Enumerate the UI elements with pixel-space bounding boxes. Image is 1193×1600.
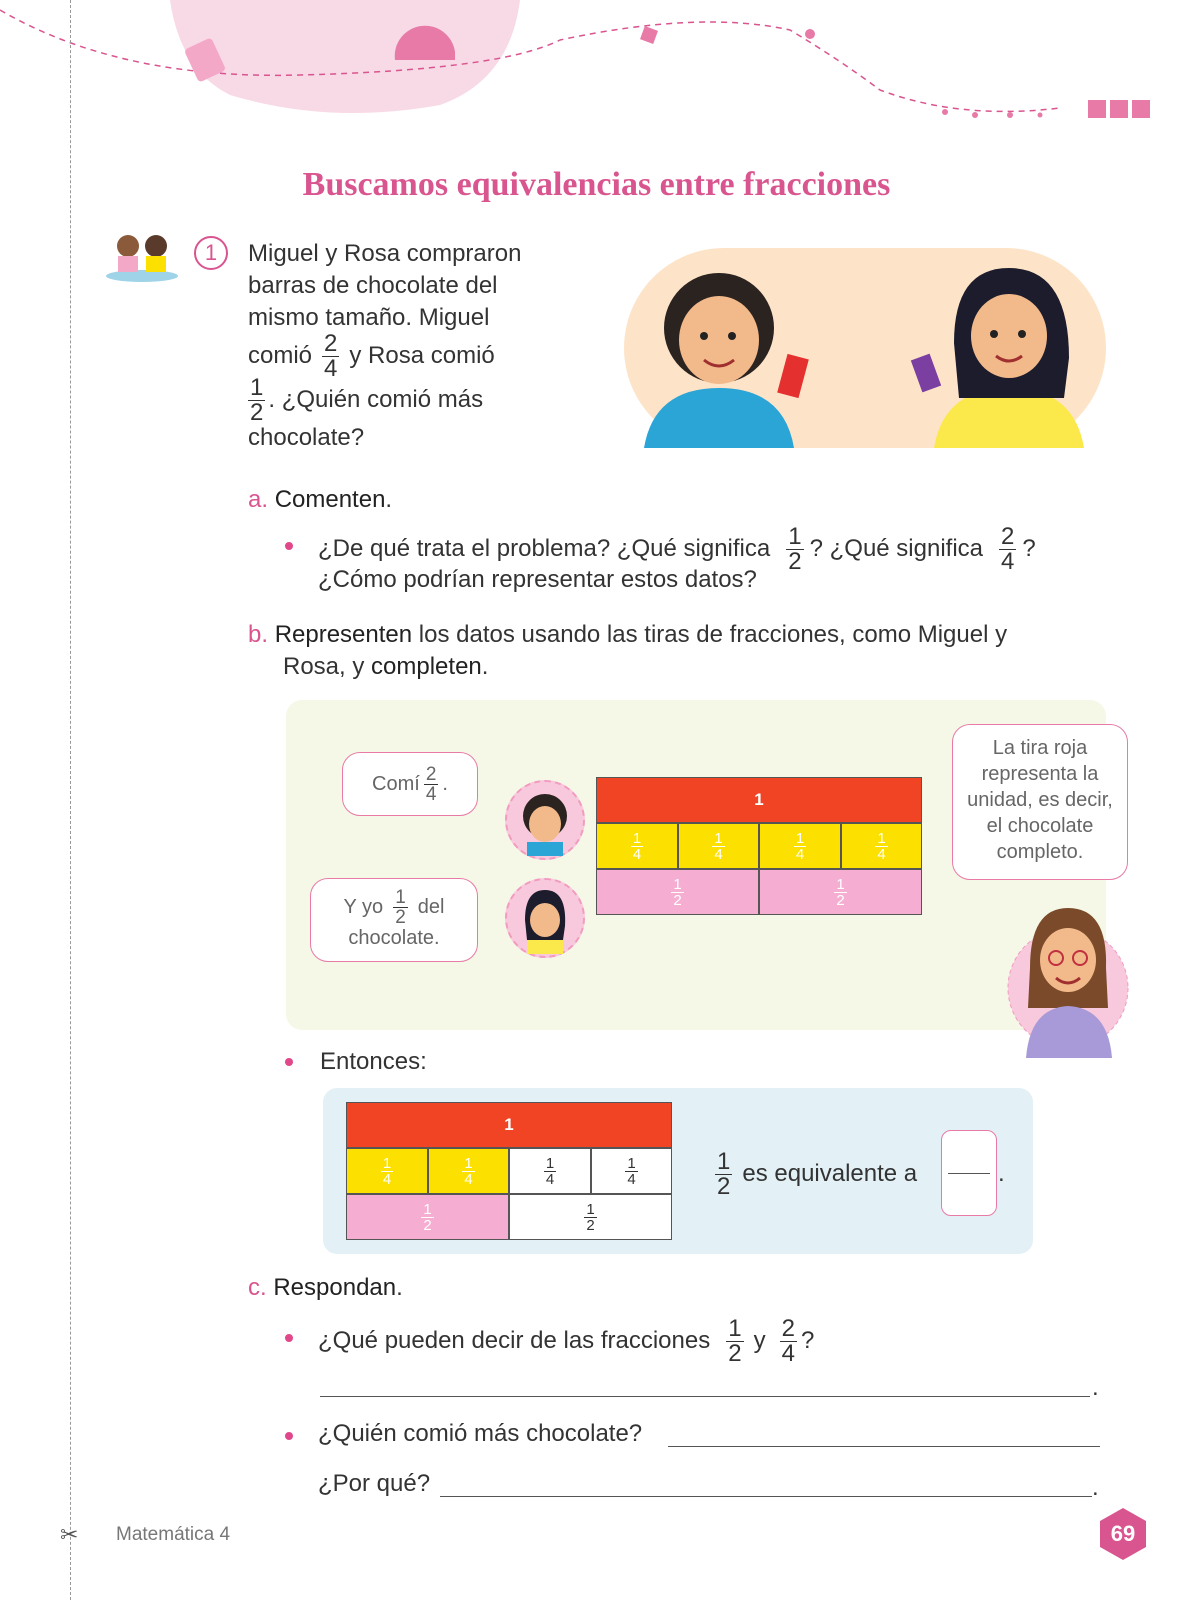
section-c-heading: c. Respondan.	[248, 1274, 403, 1301]
line-end-dot: .	[1092, 1474, 1099, 1501]
line-end-dot: .	[1092, 1374, 1099, 1401]
equivalence-statement: $\frac{1}{2}$ es equivalente a	[717, 1147, 918, 1200]
section-c-question-1: ¿Qué pueden decir de las fracciones $\frac{1}{2}$ y $\frac{2}{4}$ ?	[318, 1314, 815, 1367]
problem-number: 1	[194, 236, 228, 270]
fraction-one-half: $\frac{1}{2}$	[250, 373, 264, 426]
strip-unit: 1	[346, 1102, 672, 1148]
strip-quarter: $\frac{1}{4}$	[678, 823, 759, 869]
strip-quarter: $\frac{1}{4}$	[591, 1148, 672, 1194]
bullet	[285, 542, 293, 550]
rosa-avatar	[505, 878, 585, 958]
problem-statement: Miguel y Rosa compraron barras de chocolate del mismo tamaño. Miguel comió $\frac{2}{4}$ y Rosa comió $\frac{1}{2}$ . ¿Quién comió más chocolate?	[248, 240, 522, 451]
page-number: 69	[1110, 1521, 1136, 1546]
strip-half: $\frac{1}{2}$	[596, 869, 759, 915]
group-work-icon	[102, 224, 182, 284]
strip-quarter: $\frac{1}{4}$	[596, 823, 678, 869]
fraction-two-fourths: $\frac{2}{4}$	[324, 329, 338, 382]
bullet	[285, 1334, 293, 1342]
answer-fraction-box[interactable]	[941, 1130, 997, 1216]
page-title: Buscamos equivalencias entre fracciones	[302, 166, 891, 203]
scissors-icon: ✂	[60, 1522, 79, 1547]
bullet	[285, 1058, 293, 1066]
strip-half: $\frac{1}{2}$	[346, 1194, 509, 1240]
teacher-illustration	[990, 898, 1140, 1058]
section-a-question: ¿De qué trata el problema? ¿Qué significa $\frac{1}{2}$ ? ¿Qué significa $\frac{2}{4}$ ? ¿Cómo podrían representar estos datos?	[318, 522, 1036, 593]
answer-line[interactable]	[668, 1446, 1100, 1447]
page-number-badge	[1096, 1506, 1150, 1562]
strip-quarter: $\frac{1}{4}$	[428, 1148, 509, 1194]
section-a-heading: a. Comenten.	[248, 486, 393, 513]
strip-half: $\frac{1}{2}$	[759, 869, 922, 915]
miguel-rosa-illustration	[624, 248, 1106, 448]
entonces-label: Entonces:	[320, 1048, 427, 1075]
equivalence-dot: .	[998, 1160, 1005, 1187]
cubes-icon	[1088, 100, 1150, 118]
strip-quarter: $\frac{1}{4}$	[759, 823, 841, 869]
strip-quarter: $\frac{1}{4}$	[509, 1148, 591, 1194]
strip-unit: 1	[596, 777, 922, 823]
answer-line[interactable]	[320, 1396, 1090, 1397]
miguel-avatar	[505, 780, 585, 860]
bullet	[285, 1432, 293, 1440]
cut-line	[70, 0, 71, 1600]
strip-quarter: $\frac{1}{4}$	[841, 823, 922, 869]
speech-bubble-miguel: Comí $\frac{2}{4}$ .	[342, 752, 478, 816]
header-decoration	[0, 0, 1193, 130]
strip-half: $\frac{1}{2}$	[509, 1194, 672, 1240]
section-b-instructions: b. Representen los datos usando las tiras de fracciones, como Miguel y Rosa, y completen.	[248, 621, 1008, 680]
answer-line[interactable]	[440, 1496, 1092, 1497]
speech-bubble-teacher: La tira roja representa la unidad, es decir, el chocolate completo.	[952, 724, 1128, 880]
section-c-question-2: ¿Quién comió más chocolate?	[318, 1420, 643, 1447]
speech-bubble-rosa: Y yo $\frac{1}{2}$ del chocolate.	[310, 878, 478, 962]
strip-quarter: $\frac{1}{4}$	[346, 1148, 428, 1194]
footer-book-title: Matemática 4	[116, 1524, 231, 1545]
section-c-question-3: ¿Por qué?	[318, 1470, 431, 1497]
